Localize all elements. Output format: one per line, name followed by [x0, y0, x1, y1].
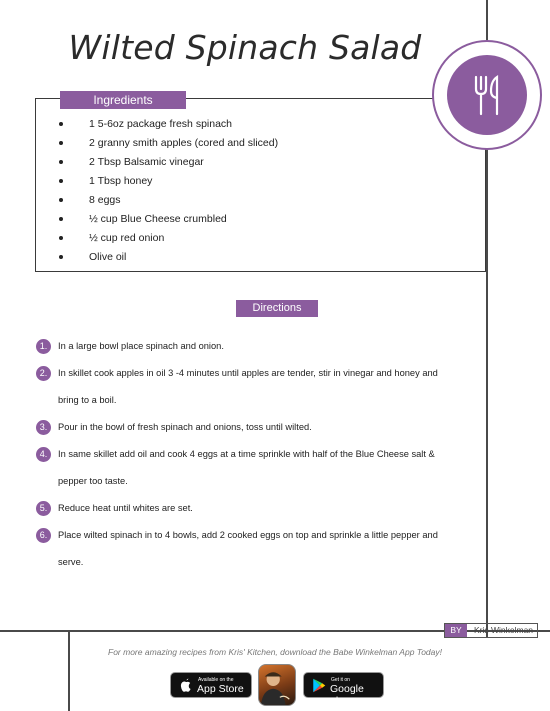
step-text: Pour in the bowl of fresh spinach and onions, toss until wilted. [58, 422, 312, 432]
step-number: 2. [36, 366, 51, 381]
ingredient-item: 1 Tbsp honey [58, 174, 278, 193]
ingredients-list [58, 117, 278, 269]
person-silhouette-icon [259, 665, 295, 705]
author-name: Kris Winkelman [474, 625, 534, 635]
ingredient-item: 2 granny smith apples (cored and sliced) [58, 136, 278, 155]
footer-text: For more amazing recipes from Kris' Kitchen, download the Babe Winkelman App Today! [108, 647, 442, 657]
byline [444, 623, 538, 638]
apple-icon [179, 677, 193, 694]
direction-step [36, 360, 456, 414]
direction-step [36, 414, 456, 441]
app-store-small-text: Available on the [198, 677, 234, 683]
step-number: 4. [36, 447, 51, 462]
frame-line-right-vertical [486, 148, 488, 638]
step-text: In a large bowl place spinach and onion. [58, 341, 224, 351]
direction-step [36, 522, 456, 576]
page-title: Wilted Spinach Salad [68, 28, 422, 67]
ingredient-item: 8 eggs [58, 193, 278, 212]
fork-knife-icon [467, 73, 507, 117]
ingredient-item: ½ cup Blue Cheese crumbled [58, 212, 278, 231]
ingredient-item: Olive oil [58, 250, 278, 269]
step-text: Place wilted spinach in to 4 bowls, add 2 cooked eggs on top and sprinkle a little pepper and serve. [58, 530, 438, 567]
step-number: 3. [36, 420, 51, 435]
direction-step [36, 333, 456, 360]
app-store-text: App Store [197, 683, 244, 695]
frame-line-bottom-vertical [68, 631, 70, 711]
ingredient-item: ½ cup red onion [58, 231, 278, 250]
step-number: 6. [36, 528, 51, 543]
google-play-button[interactable] [303, 672, 384, 707]
step-text: In skillet cook apples in oil 3 -4 minutes until apples are tender, stir in vinegar and honey and bring to a boil. [58, 368, 438, 405]
google-play-small-text: Get it on [331, 677, 350, 683]
google-play-text: Google play [330, 683, 364, 707]
ingredients-label: Ingredients [60, 91, 186, 109]
directions-list [36, 333, 456, 576]
step-number: 5. [36, 501, 51, 516]
ingredient-item: 2 Tbsp Balsamic vinegar [58, 155, 278, 174]
babe-winkelman-app-icon[interactable] [258, 664, 296, 706]
step-text: Reduce heat until whites are set. [58, 503, 193, 513]
direction-step [36, 441, 456, 495]
google-play-icon [311, 677, 326, 694]
step-number: 1. [36, 339, 51, 354]
step-text: In same skillet add oil and cook 4 eggs at a time sprinkle with half of the Blue Cheese salt & pepper too taste. [58, 449, 435, 486]
ingredient-item: 1 5-6oz package fresh spinach [58, 117, 278, 136]
direction-step [36, 495, 456, 522]
app-store-button[interactable] [170, 672, 252, 698]
directions-label: Directions [236, 300, 318, 317]
byline-tag: BY [445, 624, 467, 637]
